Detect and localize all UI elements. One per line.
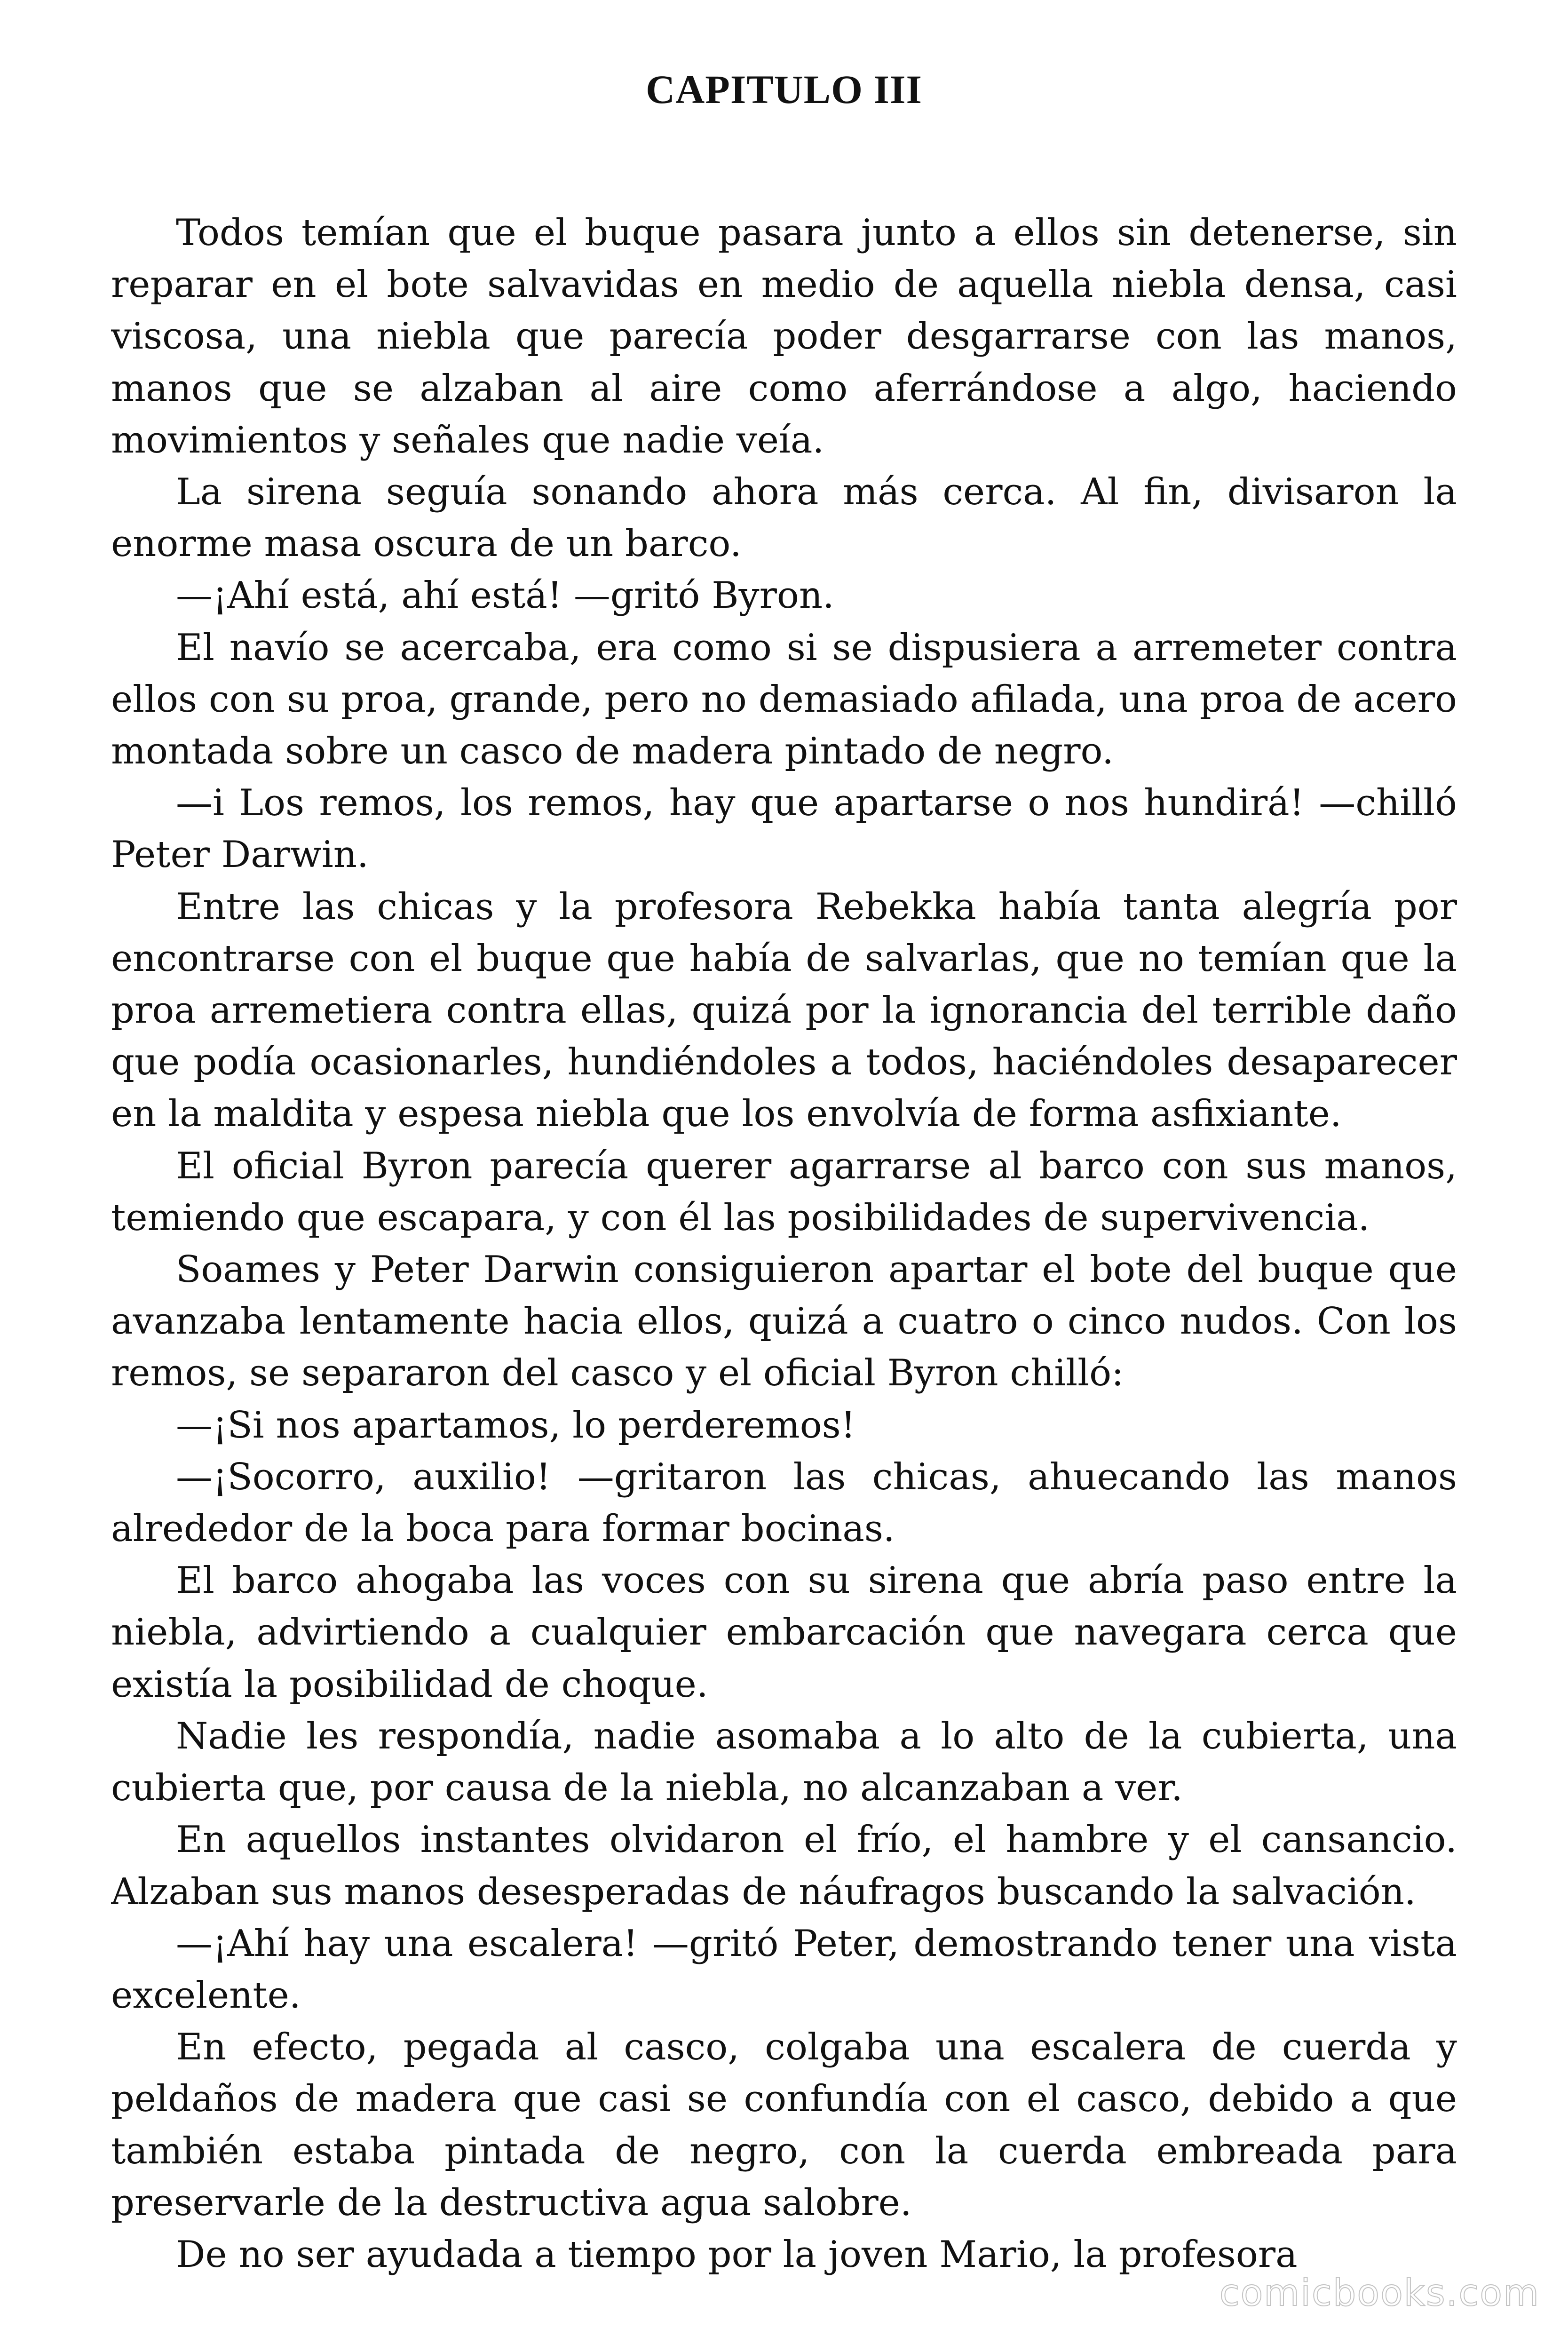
dialogue-line: —¡Si nos apartamos, lo perderemos! bbox=[176, 1404, 856, 1446]
paragraph: En aquellos instantes olvidaron el frío, el hambre y el cansancio. Alzaban sus manos desesperadas de náufragos buscando la salvación. bbox=[111, 1819, 1457, 1913]
paragraph: Entre las chicas y la profesora Rebekka había tanta alegría por encontrarse con el buque que había de salvarlas, que no temían que la proa arremetiera contra ellas, quizá por la ignorancia del terrible daño que podía ocasionarles, hundiéndoles a todos, haciéndoles desaparecer en la maldita y espesa niebla que los envolvía de forma asfixiante. bbox=[111, 885, 1457, 1136]
dialogue-line: —¡Socorro, auxilio! —gritaron las chicas, ahuecando las manos alrededor de la boca para formar bocinas. bbox=[111, 1455, 1457, 1550]
paragraph: Nadie les respondía, nadie asomaba a lo alto de la cubierta, una cubierta que, por causa de la niebla, no alcanzaban a ver. bbox=[111, 1715, 1457, 1810]
paragraph-continued: De no ser ayudada a tiempo por la joven Mario, la profesora bbox=[176, 2233, 1298, 2276]
paragraph: Todos temían que el buque pasara junto a ellos sin detenerse, sin reparar en el bote salvavidas en medio de aquella niebla densa, casi viscosa, una niebla que parecía poder desgarrarse con las manos, manos que se alzaban al aire como aferrándose a algo, haciendo movimientos y señales que nadie veía. bbox=[111, 212, 1457, 461]
paragraph: El oficial Byron parecía querer agarrarse al barco con sus manos, temiendo que escapara, y con él las posibilidades de supervivencia. bbox=[111, 1144, 1457, 1239]
paragraph: El barco ahogaba las voces con su sirena que abría paso entre la niebla, advirtiendo a cualquier embarcación que navegara cerca que existía la posibilidad de choque. bbox=[111, 1559, 1457, 1706]
paragraph: El navío se acercaba, era como si se dispusiera a arremeter contra ellos con su proa, grande, pero no demasiado afilada, una proa de acero montada sobre un casco de madera pintado de negro. bbox=[111, 626, 1457, 773]
paragraph: Soames y Peter Darwin consiguieron apartar el bote del buque que avanzaba lentamente hacia ellos, quizá a cuatro o cinco nudos. Con los remos, se separaron del casco y el oficial Byron chilló: bbox=[111, 1248, 1457, 1395]
paragraph: En efecto, pegada al casco, colgaba una escalera de cuerda y peldaños de madera que casi se confundía con el casco, debido a que también estaba pintada de negro, con la cuerda embreada para preservarle de la destructiva agua salobre. bbox=[111, 2026, 1457, 2224]
watermark-logo: comicbooks.com bbox=[1219, 2272, 1540, 2314]
chapter-title: CAPITULO III bbox=[646, 67, 922, 112]
dialogue-line: —i Los remos, los remos, hay que apartarse o nos hundirá! —chilló Peter Darwin. bbox=[111, 782, 1457, 876]
paragraph: La sirena seguía sonando ahora más cerca. Al fin, divisaron la enorme masa oscura de un barco. bbox=[111, 471, 1457, 565]
book-page bbox=[111, 0, 1457, 2352]
dialogue-line: —¡Ahí está, ahí está! —gritó Byron. bbox=[176, 574, 834, 617]
dialogue-line: —¡Ahí hay una escalera! —gritó Peter, demostrando tener una vista excelente. bbox=[111, 1922, 1457, 2017]
chapter-body bbox=[111, 207, 1457, 2280]
